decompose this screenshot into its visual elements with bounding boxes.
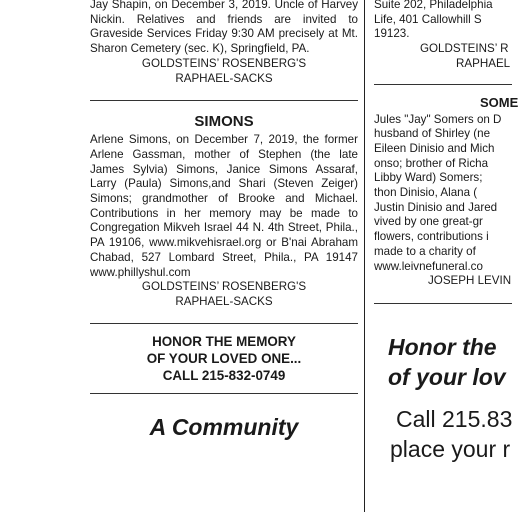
obituary-text-top: Jay Shapin, on December 3, 2019. Uncle of Harvey Nickin. Relatives and friends are invited to Graveside Services Friday 9:30 AM precisely at Mt. Sharon Cemetery (sec. K), Springfield, PA. xyxy=(90,0,358,56)
funeral-home-line: GOLDSTEINS’ ROSENBERG'S xyxy=(141,56,307,70)
right-column xyxy=(374,0,518,464)
memorial-ad-box xyxy=(90,324,358,393)
ad-headline: HONOR THE MEMORY xyxy=(152,333,296,349)
memorial-ad xyxy=(374,332,512,464)
obituary-text-line: Suite 202, Philadelphia xyxy=(374,0,493,11)
obituary-text-line: flowers, contributions i xyxy=(374,230,489,244)
funeral-home-line: RAPHAEL-SACKS xyxy=(175,294,273,308)
funeral-home-line: RAPHAEL-SACKS xyxy=(175,71,273,85)
obituary-text-line: husband of Shirley (ne xyxy=(374,127,491,141)
obituary-text-line: www.leivnefuneral.co xyxy=(374,259,483,273)
ad-phone: Call 215.83 xyxy=(396,405,513,432)
ad-headline: Honor the xyxy=(388,333,497,360)
community-heading: A Community xyxy=(149,413,299,440)
obituary-text-line: Justin Dinisio and Jared xyxy=(374,200,498,214)
obituary-text-line: vived by one great-gr xyxy=(374,215,483,229)
ad-headline: OF YOUR LOVED ONE... xyxy=(146,350,302,366)
obituary-heading-simons: SIMONS xyxy=(194,113,254,131)
section-divider xyxy=(374,84,512,85)
column-divider xyxy=(364,0,365,512)
funeral-home-line: GOLDSTEINS’ ROSENBERG'S xyxy=(141,280,307,294)
ad-phone: CALL 215-832-0749 xyxy=(162,368,286,384)
ad-text: place your r xyxy=(390,435,511,462)
section-divider xyxy=(90,100,358,101)
funeral-home-line: RAPHAEL xyxy=(456,56,511,70)
obituary-text-line: Jules "Jay" Somers on D xyxy=(374,112,502,126)
obituary-text-line: made to a charity of xyxy=(374,244,476,258)
left-column xyxy=(90,0,358,442)
ad-box-bottom-rule xyxy=(90,393,358,394)
funeral-home-line: JOSEPH LEVIN xyxy=(428,274,512,288)
obituary-text-line: Eileen Dinisio and Mich xyxy=(374,141,495,155)
obituary-heading-somers: SOME xyxy=(480,94,518,110)
obituary-text-line: thon Dinisio, Alana ( xyxy=(374,186,478,200)
obituary-text-line: 19123. xyxy=(374,27,410,41)
ad-headline: of your lov xyxy=(388,363,506,390)
ad-top-rule xyxy=(374,303,512,304)
obituary-text-somers xyxy=(374,113,512,275)
obituary-text-line: onso; brother of Richa xyxy=(374,156,489,170)
obituary-text-line: Life, 401 Callowhill S xyxy=(374,12,482,26)
obituary-text-line: Libby Ward) Somers; xyxy=(374,171,483,185)
funeral-home-line: GOLDSTEINS’ R xyxy=(420,42,509,56)
obituary-text-simons: Arlene Simons, on December 7, 2019, the former Arlene Gassman, mother of Stephen (the late James Sylvia) Simons, Janice Simons Assaraf, Larry (Paula) Simons,and Shari (Steven Zeiger) Simons; grandmother of Brooke and Michael. Contributions in her memory may be made to Congregation Mikveh Israel 44 N. 4th Street, Phila., PA 19106, www.mikvehisrael.org or B'nai Abraham Chabad, 527 Lombard Street, Phila., PA 19147 www.phillyshul.com xyxy=(90,133,358,279)
